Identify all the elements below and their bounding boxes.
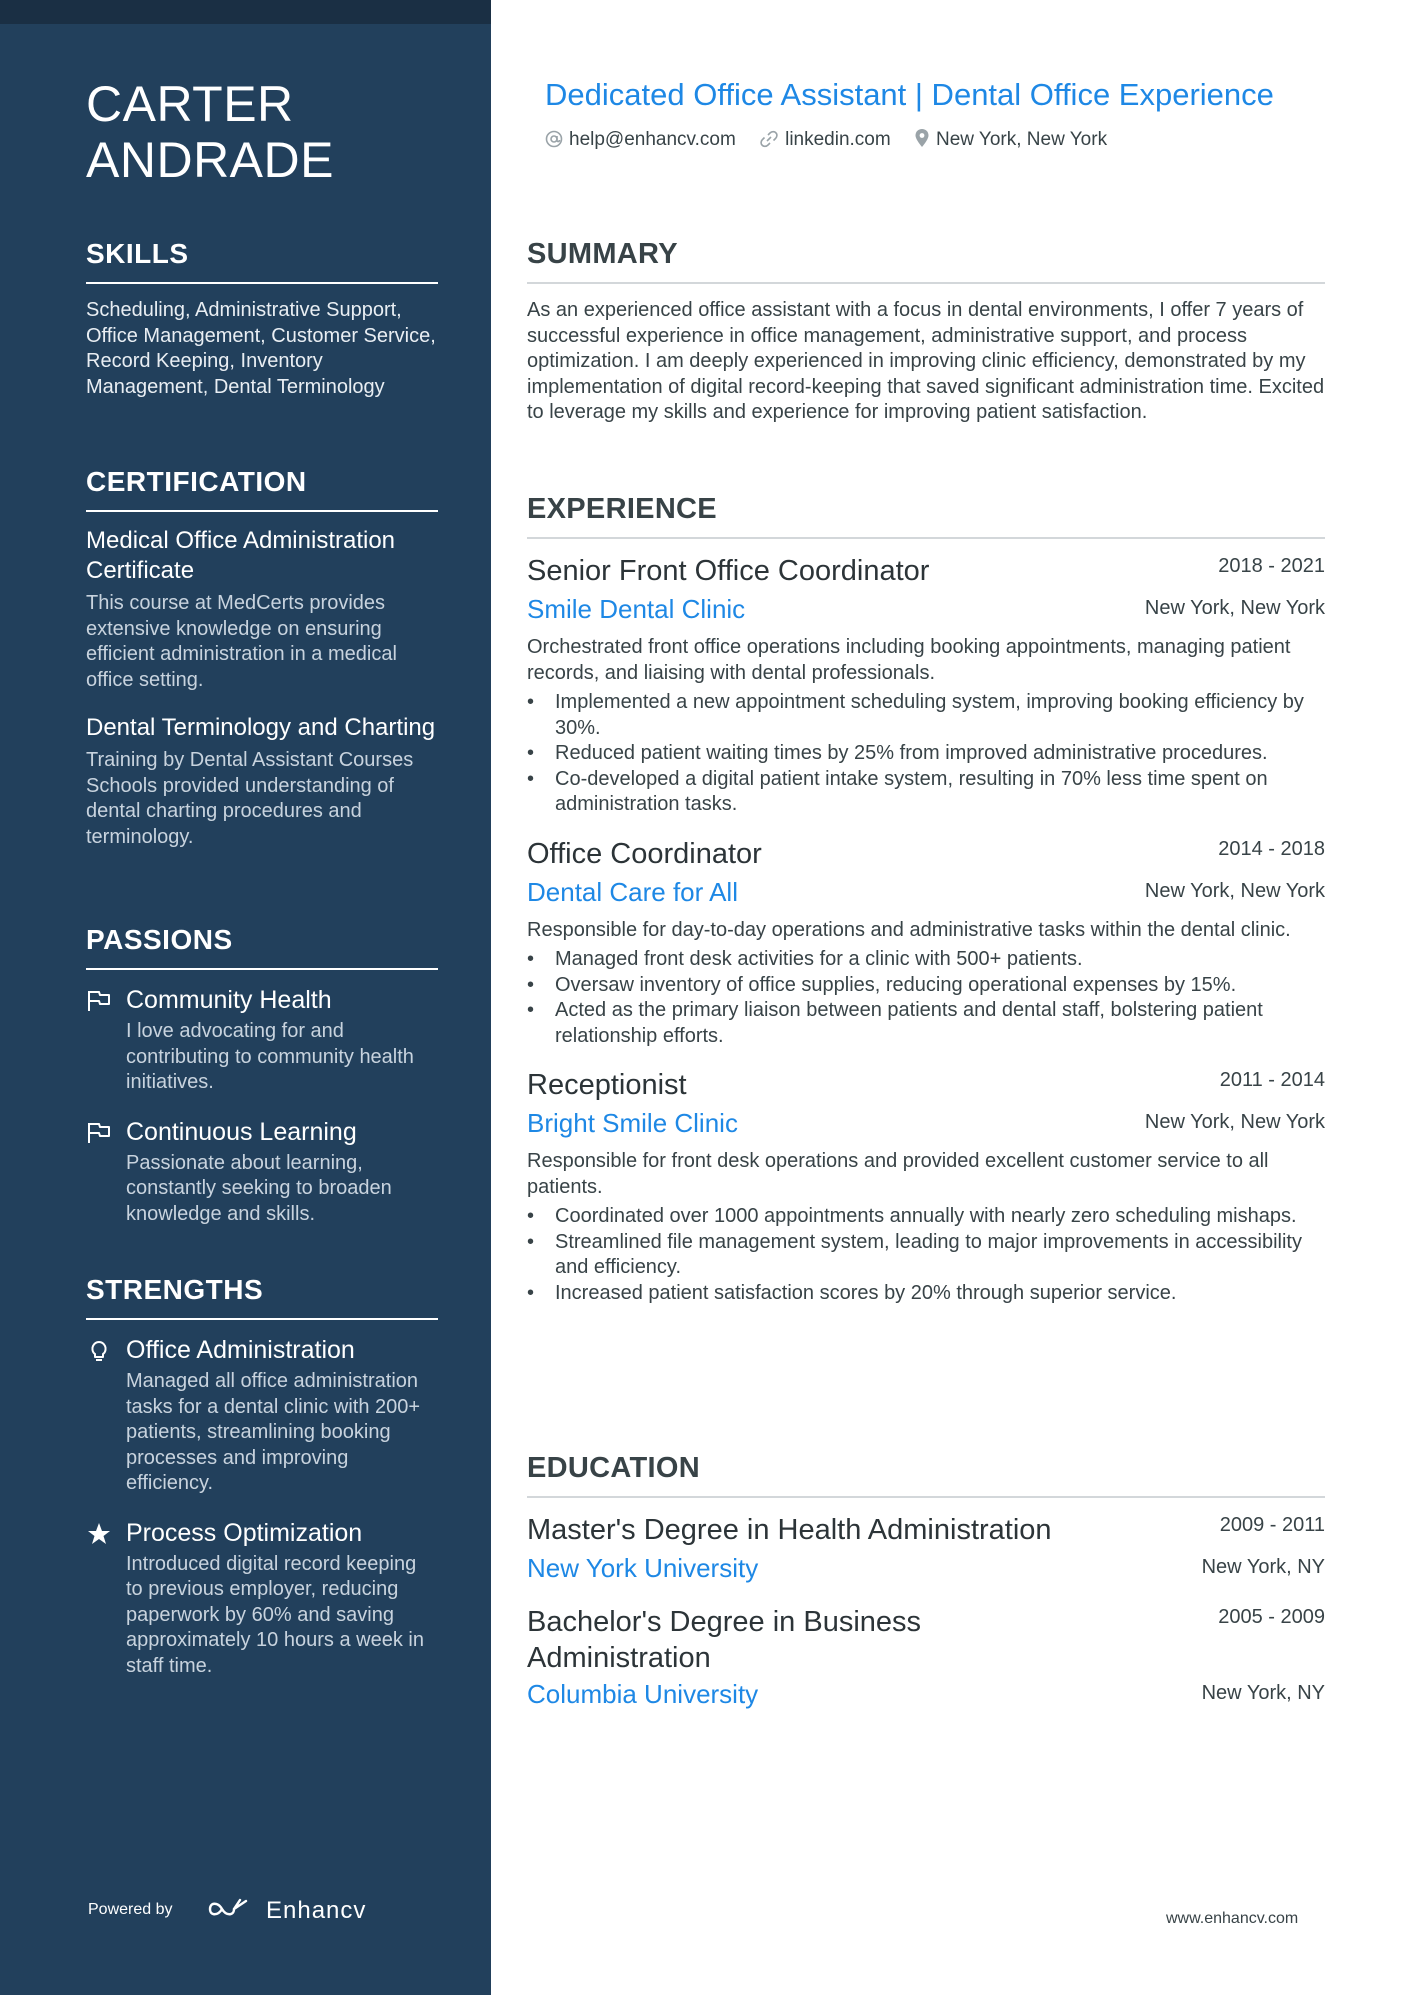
flag-icon [86,1121,112,1145]
job-bullet: • Implemented a new appointment scheduling system, improving booking efficiency by 30%. [527,690,1325,741]
school-name: New York University [527,1553,759,1583]
experience-title: EXPERIENCE [527,491,1325,539]
strength-title: Office Administration [126,1336,355,1364]
location-pin-icon [914,128,930,148]
enhancv-brand: Enhancv [266,1897,367,1924]
job-location: New York, New York [1144,879,1325,902]
strength-title: Process Optimization [126,1518,363,1547]
first-name: CARTER [86,76,294,132]
job-description: Responsible for day-to-day operations and administrative tasks within the dental clinic. [527,918,1291,941]
contact-location [914,128,1107,151]
education-title: EDUCATION [527,1450,1325,1498]
job-company: Dental Care for All [527,876,738,907]
job-bullet: • Managed front desk activities for a clinic with 500+ patients. [527,947,1325,973]
contact-bar [545,128,1125,151]
certification-desc: This course at MedCerts provides extensive knowledge on ensuring efficient administration in a medical office setting. [86,592,397,691]
summary-section [527,236,1325,426]
summary-title: SUMMARY [527,236,1325,284]
degree-title: Master's Degree in Health Administration [527,1514,1052,1546]
job-date: 2011 - 2014 [1219,1069,1325,1091]
education-location: New York, NY [1201,1556,1325,1578]
experience-item [527,1067,1325,1306]
job-date: 2014 - 2018 [1218,837,1325,860]
job-title: Office Coordinator [527,837,762,870]
education-item [527,1604,1325,1716]
certification-name: Dental Terminology and Charting [86,714,436,741]
strength-item [86,1517,438,1680]
passion-desc: I love advocating for and contributing to community health initiatives. [126,1020,414,1093]
candidate-name [86,76,446,188]
job-bullet: • Reduced patient waiting times by 25% from improved administrative procedures. [527,741,1325,767]
strength-desc: Managed all office administration tasks for a dental clinic with 200+ patients, streamlining booking processes and improving efficiency. [126,1370,421,1494]
experience-item [527,836,1325,1050]
degree-title: Bachelor's Degree in Business Administration [527,1606,922,1674]
job-company: Smile Dental Clinic [527,594,746,624]
certification-title: CERTIFICATION [86,464,438,512]
passion-title: Continuous Learning [126,1117,357,1146]
passion-desc: Passionate about learning, constantly seeking to broaden knowledge and skills. [126,1151,392,1225]
certification-name: Medical Office Administration Certificate [86,527,396,584]
sidebar [0,0,491,1995]
passion-item [86,984,438,1096]
strength-desc: Introduced digital record keeping to previous employer, reducing paperwork by 60% and saving approximately 10 hours a week in staff time. [126,1552,424,1677]
experience-item [527,553,1325,818]
passions-title: PASSIONS [86,922,438,970]
contact-email-text: help@enhancv.com [569,128,736,150]
school-name: Columbia University [527,1679,759,1709]
job-location: New York, New York [1144,1111,1325,1133]
contact-linkedin[interactable] [759,129,891,151]
job-bullet: • Oversaw inventory of office supplies, reducing operational expenses by 15%. [527,973,1325,999]
job-title: Senior Front Office Coordinator [527,555,930,587]
job-bullets [527,947,1325,1049]
job-description: Orchestrated front office operations including booking appointments, managing patient records, and liaising with dental professionals. [527,636,1291,684]
job-bullet: • Increased patient satisfaction scores by 20% through superior service. [527,1281,1325,1307]
job-bullet: • Acted as the primary liaison between patients and dental staff, bolstering patient relationship efforts. [527,998,1325,1049]
skills-list: Scheduling, Administrative Support, Office Management, Customer Service, Record Keeping, Inventory Management, Dental Terminology [86,299,436,398]
link-icon [759,130,779,148]
job-company: Bright Smile Clinic [527,1108,738,1138]
education-section [527,1450,1325,1730]
star-icon [86,1522,112,1546]
job-location: New York, New York [1144,597,1325,619]
certification-item [86,713,438,850]
headline: Dedicated Office Assistant | Dental Office Experience [545,77,1274,112]
powered-by-label: Powered by [88,1901,173,1918]
job-bullets [527,690,1325,818]
enhancv-logo-icon [206,1896,250,1922]
certification-item [86,526,438,693]
job-bullet: • Coordinated over 1000 appointments annually with nearly zero scheduling mishaps. [527,1204,1325,1230]
education-location: New York, NY [1201,1682,1325,1704]
experience-section [527,491,1325,1324]
skills-title: SKILLS [86,236,438,284]
contact-location-text: New York, New York [935,129,1108,150]
job-title: Receptionist [527,1069,687,1101]
passions-section [86,922,438,1247]
job-bullet: • Co-developed a digital patient intake system, resulting in 70% less time spent on administration tasks. [527,767,1325,818]
contact-email[interactable] [545,129,736,151]
skills-section [86,236,438,400]
strengths-section [86,1272,438,1699]
lightbulb-icon [86,1339,112,1363]
last-name: ANDRADE [86,132,334,188]
passion-title: Community Health [126,986,332,1014]
sidebar-top-bar [0,0,491,24]
certification-section [86,464,438,870]
flag-icon [86,989,112,1013]
education-date: 2009 - 2011 [1219,1514,1325,1536]
job-bullets [527,1204,1325,1306]
at-icon [545,130,563,148]
job-bullet: • Streamlined file management system, leading to major improvements in accessibility and efficiency. [527,1230,1325,1281]
strengths-title: STRENGTHS [86,1272,438,1320]
education-item [527,1512,1325,1590]
certification-desc: Training by Dental Assistant Courses Schools provided understanding of dental charting procedures and terminology. [86,749,414,848]
summary-text: As an experienced office assistant with a focus in dental environments, I offer 7 years of successful experience in office management, administrative support, and process optimization. I am deeply experienced in improving clinic efficiency, demonstrated by my implementation of digital record-keeping that saved significant administration time. Excited to leverage my skills and experience for improving patient satisfaction. [527,299,1325,423]
contact-linkedin-text: linkedin.com [785,128,891,150]
education-date: 2005 - 2009 [1218,1606,1325,1628]
passion-item [86,1116,438,1228]
job-date: 2018 - 2021 [1218,555,1325,577]
strength-item [86,1334,438,1497]
footer-url[interactable]: www.enhancv.com [1166,1910,1299,1927]
job-description: Responsible for front desk operations and provided excellent customer service to all patients. [527,1150,1269,1198]
